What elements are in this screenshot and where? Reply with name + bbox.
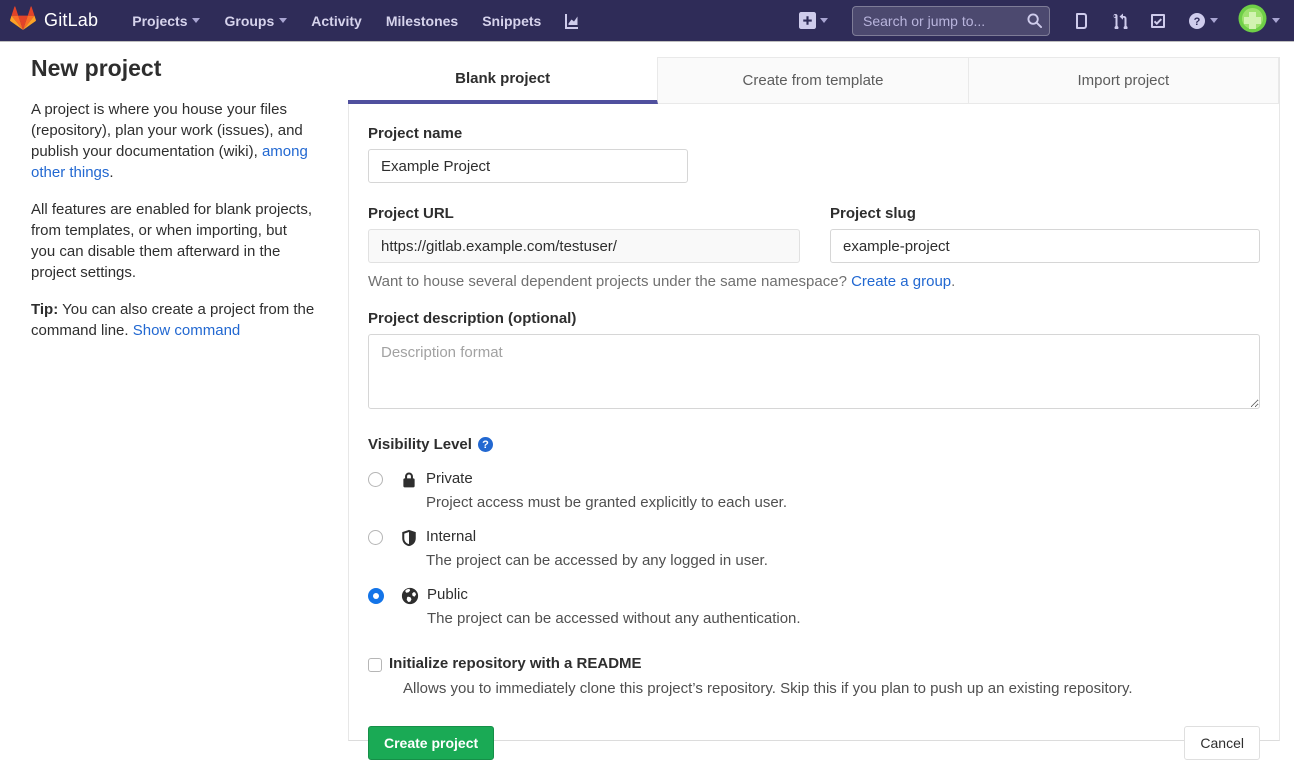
nav-activity[interactable]: Activity — [311, 12, 362, 29]
chevron-down-icon — [279, 18, 287, 23]
cancel-button[interactable]: Cancel — [1184, 726, 1260, 760]
project-name-label: Project name — [368, 125, 463, 142]
chevron-down-icon — [1272, 18, 1280, 23]
create-a-group-link[interactable]: Create a group — [851, 273, 952, 290]
tanuki-icon — [10, 6, 36, 36]
private-label: Private — [426, 470, 473, 487]
among-other-things-link[interactable]: among other things — [31, 143, 308, 181]
user-menu[interactable] — [1238, 4, 1280, 38]
help-menu[interactable] — [1180, 7, 1226, 35]
tip-paragraph: Tip: You can also create a project from the command line. Show command — [31, 301, 315, 339]
public-desc: The project can be accessed without any authentication. — [427, 610, 801, 627]
blank-project-form — [349, 104, 1279, 781]
readme-checkbox[interactable] — [368, 658, 382, 672]
visibility-level-label: Visibility Level ? — [368, 436, 1260, 453]
global-search — [852, 6, 1050, 36]
chevron-down-icon — [1210, 18, 1218, 23]
tab-import-project[interactable]: Import project — [969, 57, 1279, 104]
project-url-label: Project URL — [368, 205, 454, 222]
private-radio[interactable] — [368, 472, 383, 487]
project-url-namespace-select[interactable] — [368, 229, 800, 263]
intro-paragraph: A project is where you house your files (repository), plan your work (issues), and publish your documentation (wiki), among other things. — [31, 101, 308, 181]
new-project-panel — [348, 57, 1280, 751]
chevron-down-icon — [820, 18, 828, 23]
todos-icon[interactable] — [1142, 8, 1174, 34]
page-title: New project — [31, 55, 162, 81]
nav-milestones[interactable]: Milestones — [385, 12, 459, 29]
shield-icon — [400, 529, 418, 547]
tab-blank-project[interactable]: Blank project — [348, 57, 658, 104]
show-command-link[interactable]: Show command — [132, 322, 241, 339]
tab-create-from-template[interactable]: Create from template — [658, 57, 968, 104]
private-desc: Project access must be granted explicitly to each user. — [426, 494, 788, 511]
gitlab-logo[interactable] — [10, 6, 98, 36]
features-paragraph: All features are enabled for blank projects, from templates, or when importing, but you can disable them afterward in the project settings. — [31, 201, 312, 281]
public-label: Public — [427, 586, 468, 603]
search-input[interactable] — [852, 6, 1050, 36]
namespace-hint: Want to house several dependent projects under the same namespace? Create a group. — [368, 273, 956, 290]
new-project-intro — [31, 55, 315, 357]
visibility-help-icon[interactable]: ? — [478, 437, 493, 452]
project-type-tabs — [349, 57, 1279, 104]
chevron-down-icon — [192, 18, 200, 23]
top-navbar — [0, 0, 1294, 41]
project-description-label: Project description (optional) — [368, 310, 577, 327]
public-radio[interactable] — [368, 588, 384, 604]
charts-icon[interactable] — [555, 8, 587, 34]
avatar — [1238, 4, 1267, 38]
project-name-input[interactable] — [368, 149, 688, 183]
brand-name: GitLab — [44, 10, 99, 30]
internal-label: Internal — [426, 528, 477, 545]
readme-option[interactable] — [368, 655, 1260, 697]
readme-label: Initialize repository with a README — [389, 655, 642, 672]
merge-requests-icon[interactable] — [1104, 8, 1136, 34]
primary-nav — [122, 7, 587, 35]
lock-icon — [400, 471, 418, 489]
issues-icon[interactable] — [1066, 8, 1098, 34]
search-icon[interactable] — [1027, 13, 1042, 33]
visibility-option-private[interactable] — [368, 469, 1260, 511]
navbar-right — [791, 4, 1280, 38]
nav-projects[interactable]: Projects — [122, 7, 210, 35]
readme-desc: Allows you to immediately clone this project’s repository. Skip this if you plan to push up an existing repository. — [403, 680, 1133, 697]
visibility-option-public[interactable] — [368, 585, 1260, 627]
svg-text:?: ? — [1193, 15, 1201, 28]
nav-groups[interactable]: Groups — [214, 7, 297, 35]
nav-snippets[interactable]: Snippets — [482, 12, 542, 29]
visibility-option-internal[interactable] — [368, 527, 1260, 569]
new-menu-button[interactable] — [791, 7, 836, 34]
project-slug-input[interactable] — [830, 229, 1260, 263]
create-project-button[interactable]: Create project — [368, 726, 494, 760]
project-slug-label: Project slug — [830, 205, 916, 222]
project-description-textarea[interactable] — [368, 334, 1260, 409]
internal-radio[interactable] — [368, 530, 383, 545]
globe-icon — [401, 587, 419, 605]
internal-desc: The project can be accessed by any logged in user. — [426, 552, 768, 569]
